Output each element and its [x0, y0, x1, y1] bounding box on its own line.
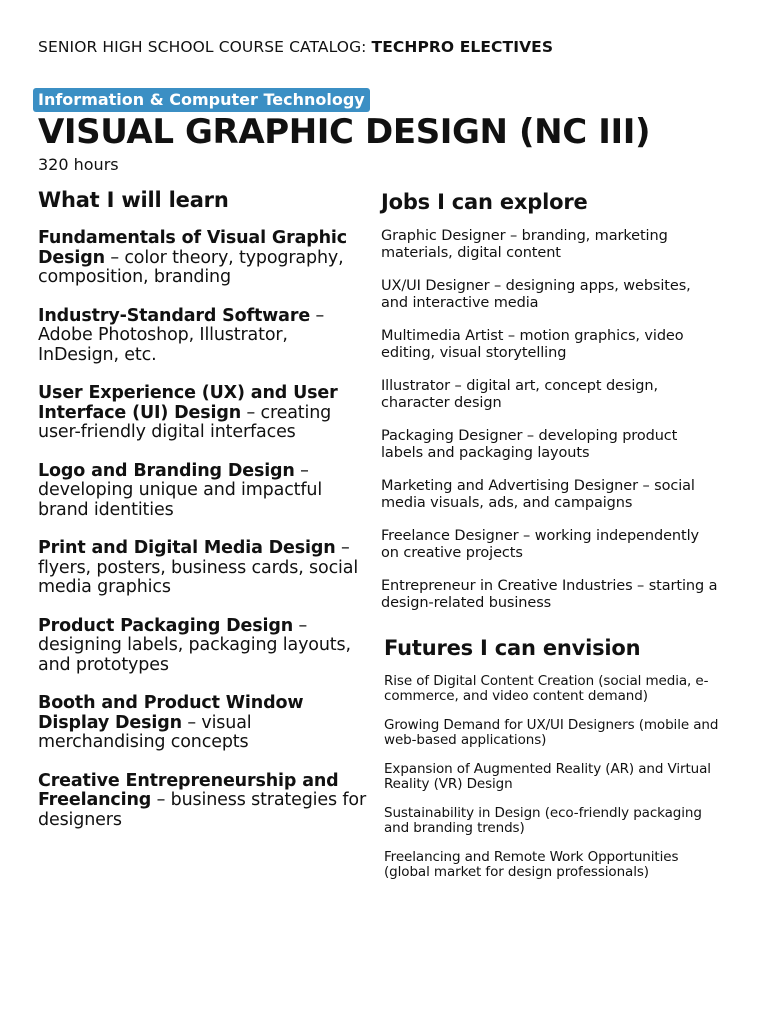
learn-item — [38, 694, 372, 753]
learn-list — [38, 229, 372, 830]
course-hours: 320 hours — [38, 155, 119, 174]
category-badge: Information & Computer Technology — [33, 88, 370, 112]
learn-item-title: Booth and Product Window Display Design — [38, 693, 304, 733]
futures-heading: Futures I can envision — [384, 636, 641, 660]
job-item: Illustrator – digital art, concept design, character design — [381, 378, 658, 411]
learn-item — [38, 307, 372, 366]
learn-item — [38, 462, 372, 521]
jobs-heading: Jobs I can explore — [381, 190, 588, 214]
learn-item-description: – creating user-friendly digital interfaces — [38, 402, 332, 442]
job-item: Packaging Designer – developing product labels and packaging layouts — [381, 428, 678, 461]
learn-item-title: Fundamentals of Visual Graphic Design — [38, 228, 347, 268]
course-title: VISUAL GRAPHIC DESIGN (NC III) — [38, 112, 651, 152]
learn-item-title: Product Packaging Design — [38, 615, 294, 636]
learn-item-description: – developing unique and impactful brand identities — [38, 460, 323, 520]
learn-item — [38, 384, 372, 443]
learn-item-title: Print and Digital Media Design — [38, 538, 336, 558]
learn-item-title: Industry-Standard Software — [38, 305, 311, 326]
catalog-header — [38, 38, 553, 56]
jobs-list — [381, 228, 721, 612]
catalog-header-emphasis: TECHPRO ELECTIVES — [371, 38, 554, 56]
learn-item-description: – color theory, typography, composition, branding — [38, 247, 344, 287]
learn-item — [38, 772, 372, 831]
learn-section — [38, 188, 372, 849]
learn-item-title: Logo and Branding Design — [38, 460, 295, 481]
future-item: Expansion of Augmented Reality (AR) and Virtual Reality (VR) Design — [384, 761, 711, 792]
learn-item-title: User Experience (UX) and User Interface (UI) Design — [38, 383, 338, 423]
learn-item — [38, 539, 372, 598]
learn-item-description: – visual merchandising concepts — [38, 712, 252, 752]
future-item: Growing Demand for UX/UI Designers (mobile and web-based applications) — [384, 717, 719, 748]
learn-heading: What I will learn — [38, 188, 229, 212]
learn-item-description: – flyers, posters, business cards, social media graphics — [38, 538, 359, 597]
future-item: Rise of Digital Content Creation (social media, e-commerce, and video content demand) — [384, 673, 709, 704]
learn-item-description: – designing labels, packaging layouts, and prototypes — [38, 615, 351, 675]
learn-item-description: – Adobe Photoshop, Illustrator, InDesign, etc. — [38, 305, 325, 365]
job-item: Entrepreneur in Creative Industries – starting a design-related business — [381, 578, 718, 611]
job-item: Freelance Designer – working independently on creative projects — [381, 528, 699, 561]
job-item: UX/UI Designer – designing apps, websites, and interactive media — [381, 278, 691, 311]
future-item: Freelancing and Remote Work Opportunities (global market for design professionals) — [384, 849, 679, 880]
job-item: Multimedia Artist – motion graphics, video editing, visual storytelling — [381, 328, 684, 361]
learn-item-title: Creative Entrepreneurship and Freelancing — [38, 770, 339, 810]
future-item: Sustainability in Design (eco-friendly packaging and branding trends) — [384, 805, 702, 836]
futures-list — [381, 674, 721, 880]
right-column — [381, 190, 721, 894]
job-item: Marketing and Advertising Designer – social media visuals, ads, and campaigns — [381, 478, 695, 511]
learn-item — [38, 617, 372, 676]
job-item: Graphic Designer – branding, marketing materials, digital content — [381, 228, 668, 261]
learn-item — [38, 229, 372, 288]
catalog-header-prefix: SENIOR HIGH SCHOOL COURSE CATALOG: — [38, 38, 372, 56]
learn-item-description: – business strategies for designers — [38, 790, 367, 830]
